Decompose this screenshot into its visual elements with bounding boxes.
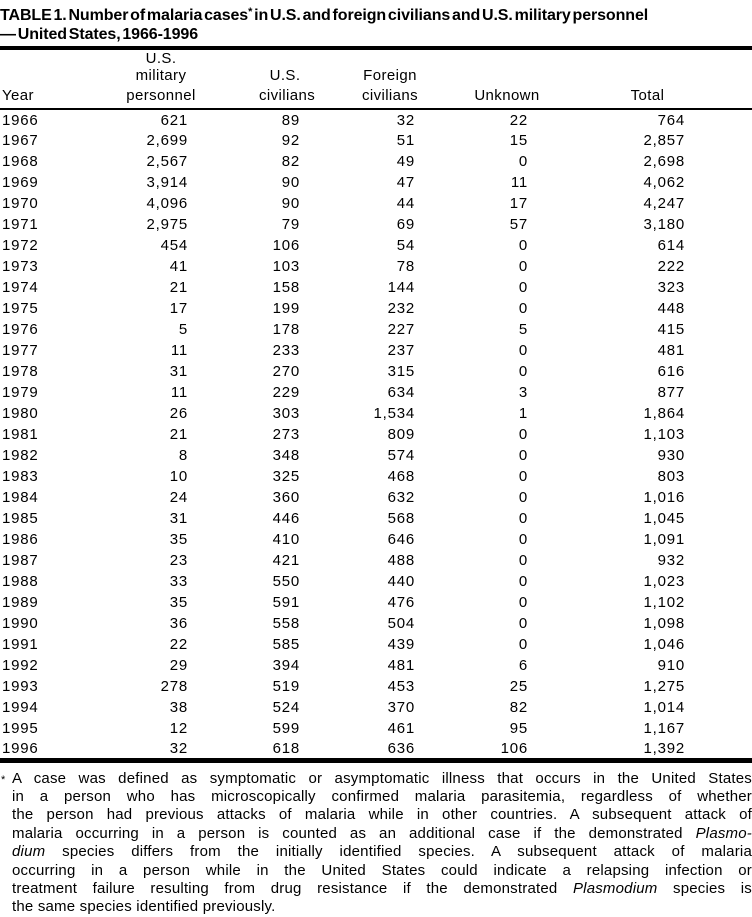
- title-text-pre: TABLE 1. Number of malaria cases: [0, 7, 249, 24]
- cell-foreign-civilians: 440: [387, 573, 415, 590]
- cell-total: 764: [657, 111, 685, 129]
- cell-foreign-civilians: 476: [387, 594, 415, 611]
- cell-foreign-civilians: 632: [387, 489, 415, 506]
- cell-us-military-personnel: 31: [169, 510, 188, 527]
- cell-foreign-civilians: 461: [387, 720, 415, 737]
- cell-year: 1967: [2, 132, 39, 149]
- cell-us-civilians: 550: [272, 573, 300, 590]
- cell-unknown: 0: [518, 237, 528, 254]
- cell-us-civilians: 558: [272, 615, 300, 632]
- footnote-text: the same species identified previously.: [12, 898, 276, 916]
- cell-us-military-personnel: 8: [178, 447, 188, 464]
- cell-year: 1994: [2, 699, 39, 716]
- cell-year: 1978: [2, 363, 39, 380]
- footnote-text: malaria occurring in a person is counted as an additional case if the demonstrated: [12, 824, 696, 842]
- header-total: Total: [630, 87, 665, 104]
- cell-us-civilians: 394: [272, 657, 300, 674]
- table-row: [0, 319, 752, 340]
- cell-unknown: 15: [509, 132, 528, 149]
- cell-year: 1993: [2, 678, 39, 695]
- cell-foreign-civilians: 78: [396, 258, 415, 275]
- cell-total: 1,023: [643, 573, 685, 590]
- cell-year: 1980: [2, 405, 39, 422]
- cell-us-military-personnel: 454: [160, 237, 188, 254]
- table-row: [0, 445, 752, 466]
- cell-year: 1984: [2, 489, 39, 506]
- cell-total: 1,046: [643, 636, 685, 653]
- cell-foreign-civilians: 227: [387, 321, 415, 338]
- cell-year: 1971: [2, 216, 39, 233]
- cell-unknown: 0: [518, 594, 528, 611]
- footnote-text: occurring in a person while in the United States could indicate a relapsing infection or: [12, 861, 752, 879]
- cell-us-military-personnel: 4,096: [146, 195, 188, 212]
- cell-foreign-civilians: 32: [396, 111, 415, 129]
- cell-total: 481: [657, 342, 685, 359]
- cell-year: 1968: [2, 153, 39, 170]
- footnote-text: species differs from the initially identified species. A subsequent attack of malaria: [45, 843, 752, 861]
- cell-total: 4,062: [643, 174, 685, 191]
- cell-us-military-personnel: 11: [170, 342, 188, 359]
- table-row: [0, 340, 752, 361]
- cell-year: 1996: [2, 739, 39, 757]
- cell-us-military-personnel: 3,914: [146, 174, 188, 191]
- cell-total: 1,864: [643, 405, 685, 422]
- cell-us-civilians: 82: [281, 153, 300, 170]
- header-row-2: [0, 84, 752, 109]
- cell-foreign-civilians: 504: [387, 615, 415, 632]
- cell-total: 803: [657, 468, 685, 485]
- cell-us-military-personnel: 35: [169, 531, 188, 548]
- cell-us-military-personnel: 35: [169, 594, 188, 611]
- header-us-civilians-line1: U.S.: [269, 67, 301, 84]
- cell-us-civilians: 410: [272, 531, 300, 548]
- header-foreign-civilians-line1: Foreign: [363, 67, 417, 84]
- cell-unknown: 6: [518, 657, 528, 674]
- cell-unknown: 0: [518, 615, 528, 632]
- cell-total: 930: [657, 447, 685, 464]
- cell-us-civilians: 446: [272, 510, 300, 527]
- cell-unknown: 22: [509, 111, 528, 129]
- cell-total: 1,103: [643, 426, 685, 443]
- cell-foreign-civilians: 69: [396, 216, 415, 233]
- cell-foreign-civilians: 439: [387, 636, 415, 653]
- cell-unknown: 0: [518, 531, 528, 548]
- cell-foreign-civilians: 51: [396, 132, 415, 149]
- cell-us-military-personnel: 2,567: [146, 153, 188, 170]
- cell-unknown: 95: [509, 720, 528, 737]
- table-row: [0, 655, 752, 676]
- cell-total: 1,275: [643, 678, 685, 695]
- table-row: [0, 487, 752, 508]
- cell-foreign-civilians: 574: [387, 447, 415, 464]
- cell-total: 1,016: [643, 489, 685, 506]
- table-row: [0, 466, 752, 487]
- cell-total: 1,091: [643, 531, 685, 548]
- cell-us-military-personnel: 621: [160, 111, 188, 129]
- cell-us-civilians: 599: [272, 720, 300, 737]
- cell-foreign-civilians: 1,534: [373, 405, 415, 422]
- species-name-italic: dium: [12, 843, 46, 861]
- table-row: [0, 592, 752, 613]
- cell-unknown: 0: [518, 279, 528, 296]
- table-row: [0, 277, 752, 298]
- title-line-2: — United States, 1966-1996: [0, 26, 198, 43]
- cell-us-civilians: 229: [272, 384, 300, 401]
- cell-foreign-civilians: 481: [387, 657, 415, 674]
- cell-foreign-civilians: 49: [396, 153, 415, 170]
- cell-us-military-personnel: 26: [169, 405, 188, 422]
- cell-unknown: 25: [509, 678, 528, 695]
- cell-us-civilians: 178: [272, 321, 300, 338]
- cell-us-civilians: 618: [272, 739, 300, 757]
- cell-total: 1,098: [643, 615, 685, 632]
- footnote-text: the person had previous attacks of malaria while in other countries. A subsequent attack of: [12, 806, 752, 824]
- table-row: [0, 676, 752, 697]
- cell-foreign-civilians: 568: [387, 510, 415, 527]
- cell-year: 1976: [2, 321, 39, 338]
- species-name-italic: Plasmo-: [695, 824, 752, 842]
- table-row: [0, 256, 752, 277]
- cell-us-military-personnel: 31: [169, 363, 188, 380]
- cell-year: 1986: [2, 531, 39, 548]
- cell-year: 1987: [2, 552, 39, 569]
- footnote-text: species is: [657, 879, 752, 897]
- cell-total: 1,014: [643, 699, 685, 716]
- cell-us-civilians: 421: [272, 552, 300, 569]
- cell-us-civilians: 360: [272, 489, 300, 506]
- cell-unknown: 3: [518, 384, 528, 401]
- table-row: [0, 193, 752, 214]
- footnote-text: treatment failure resulting from drug resistance if the demonstrated: [12, 879, 573, 897]
- cell-unknown: 0: [518, 300, 528, 317]
- cell-us-civilians: 348: [272, 447, 300, 464]
- cell-unknown: 0: [518, 489, 528, 506]
- cell-us-military-personnel: 21: [169, 426, 188, 443]
- table-row: [0, 214, 752, 235]
- footnote-line: [12, 806, 752, 824]
- header-year: Year: [2, 87, 34, 104]
- table-row: [0, 172, 752, 193]
- cell-foreign-civilians: 232: [387, 300, 415, 317]
- cell-foreign-civilians: 44: [396, 195, 415, 212]
- cell-year: 1981: [2, 426, 39, 443]
- cell-us-civilians: 79: [281, 216, 300, 233]
- cell-total: 415: [657, 321, 685, 338]
- footnote: [0, 770, 752, 917]
- cell-foreign-civilians: 144: [387, 279, 415, 296]
- cell-foreign-civilians: 47: [396, 174, 415, 191]
- cell-unknown: 0: [518, 468, 528, 485]
- table-header: [0, 50, 752, 109]
- cell-unknown: 0: [518, 636, 528, 653]
- cell-year: 1991: [2, 636, 39, 653]
- cell-year: 1972: [2, 237, 39, 254]
- cell-unknown: 5: [518, 321, 528, 338]
- cell-unknown: 0: [518, 153, 528, 170]
- malaria-cases-table: [0, 50, 752, 763]
- cell-year: 1995: [2, 720, 39, 737]
- cell-foreign-civilians: 54: [396, 237, 415, 254]
- cell-total: 2,857: [643, 132, 685, 149]
- cell-us-civilians: 158: [272, 279, 300, 296]
- cell-unknown: 0: [518, 573, 528, 590]
- header-military-line2: personnel: [126, 87, 196, 104]
- footnote-line: [12, 862, 752, 880]
- cell-us-military-personnel: 10: [169, 468, 188, 485]
- cell-year: 1969: [2, 174, 39, 191]
- cell-unknown: 106: [500, 739, 528, 757]
- cell-unknown: 0: [518, 447, 528, 464]
- cell-year: 1982: [2, 447, 39, 464]
- table-row: [0, 634, 752, 655]
- footnote-text: in a person who has microscopically confirmed malaria parasitemia, regardless of whether: [12, 787, 752, 805]
- table-row: [0, 361, 752, 382]
- cell-us-military-personnel: 21: [169, 279, 188, 296]
- table-row: [0, 697, 752, 718]
- cell-us-military-personnel: 17: [169, 300, 188, 317]
- cell-us-civilians: 524: [272, 699, 300, 716]
- footnote-line: [12, 770, 752, 788]
- table-row: [0, 130, 752, 151]
- cell-unknown: 57: [509, 216, 528, 233]
- table-row: [0, 424, 752, 445]
- cell-total: 222: [657, 258, 685, 275]
- footnote-line: [12, 880, 752, 898]
- cell-us-civilians: 103: [272, 258, 300, 275]
- table-row: [0, 235, 752, 256]
- cell-us-civilians: 270: [272, 363, 300, 380]
- title-text-post: in U.S. and foreign civilians and U.S. military personnel: [252, 7, 649, 24]
- header-military-line1: U.S. military: [135, 50, 187, 84]
- cell-us-civilians: 92: [281, 132, 300, 149]
- cell-us-military-personnel: 12: [169, 720, 188, 737]
- cell-year: 1970: [2, 195, 39, 212]
- cell-year: 1973: [2, 258, 39, 275]
- table-row: [0, 508, 752, 529]
- title-line-1: [0, 3, 752, 25]
- table-row: [0, 382, 752, 403]
- header-row-1: [0, 50, 752, 84]
- table-row: [0, 613, 752, 634]
- header-unknown: Unknown: [474, 87, 540, 104]
- cell-total: 614: [657, 237, 685, 254]
- cell-unknown: 82: [509, 699, 528, 716]
- table-row: [0, 529, 752, 550]
- table-row: [0, 739, 752, 760]
- footnote-line: [12, 825, 752, 843]
- header-unknown-spacer: [425, 50, 543, 84]
- cell-year: 1990: [2, 615, 39, 632]
- cell-total: 448: [657, 300, 685, 317]
- cell-unknown: 0: [518, 426, 528, 443]
- species-name-italic: Plasmodium: [572, 879, 658, 897]
- footnote-line: [12, 843, 752, 861]
- table-row: [0, 718, 752, 739]
- cell-year: 1983: [2, 468, 39, 485]
- cell-year: 1992: [2, 657, 39, 674]
- cell-total: 3,180: [643, 216, 685, 233]
- cell-foreign-civilians: 453: [387, 678, 415, 695]
- cell-total: 1,045: [643, 510, 685, 527]
- cell-us-military-personnel: 2,699: [146, 132, 188, 149]
- cell-foreign-civilians: 468: [387, 468, 415, 485]
- cell-unknown: 0: [518, 510, 528, 527]
- cell-total: 877: [657, 384, 685, 401]
- cell-total: 1,392: [643, 739, 685, 757]
- cell-us-civilians: 591: [272, 594, 300, 611]
- cell-us-civilians: 199: [272, 300, 300, 317]
- cell-us-military-personnel: 36: [169, 615, 188, 632]
- cell-us-military-personnel: 41: [169, 258, 188, 275]
- cell-foreign-civilians: 634: [387, 384, 415, 401]
- cell-foreign-civilians: 809: [387, 426, 415, 443]
- cell-year: 1979: [2, 384, 39, 401]
- cell-foreign-civilians: 646: [387, 531, 415, 548]
- cell-us-civilians: 303: [272, 405, 300, 422]
- cell-unknown: 0: [518, 363, 528, 380]
- footnote-line: [12, 788, 752, 806]
- table-row: [0, 403, 752, 424]
- cell-total: 1,102: [643, 594, 685, 611]
- table-body: [0, 109, 752, 760]
- cell-unknown: 1: [518, 405, 528, 422]
- cell-year: 1974: [2, 279, 39, 296]
- cell-year: 1975: [2, 300, 39, 317]
- cell-year: 1966: [2, 111, 39, 129]
- cell-total: 323: [657, 279, 685, 296]
- cell-unknown: 0: [518, 342, 528, 359]
- cell-unknown: 0: [518, 552, 528, 569]
- table-row: [0, 298, 752, 319]
- cell-us-civilians: 325: [272, 468, 300, 485]
- header-total-spacer: [543, 50, 752, 84]
- cell-unknown: 11: [510, 174, 528, 191]
- cell-foreign-civilians: 488: [387, 552, 415, 569]
- table-row: [0, 550, 752, 571]
- cell-us-military-personnel: 22: [169, 636, 188, 653]
- cell-year: 1989: [2, 594, 39, 611]
- cell-unknown: 0: [518, 258, 528, 275]
- cell-us-civilians: 519: [272, 678, 300, 695]
- cell-foreign-civilians: 315: [387, 363, 415, 380]
- cell-us-civilians: 90: [281, 195, 300, 212]
- cell-us-civilians: 89: [281, 111, 300, 129]
- table-row: [0, 109, 752, 130]
- header-foreign-civilians-line2: civilians: [361, 87, 419, 104]
- cell-us-civilians: 233: [272, 342, 300, 359]
- cell-us-military-personnel: 2,975: [146, 216, 188, 233]
- cell-us-military-personnel: 5: [178, 321, 188, 338]
- cell-total: 910: [657, 657, 685, 674]
- cell-us-military-personnel: 32: [169, 739, 188, 757]
- cell-us-military-personnel: 38: [169, 699, 188, 716]
- cell-us-military-personnel: 24: [169, 489, 188, 506]
- cell-total: 616: [657, 363, 685, 380]
- cell-us-civilians: 585: [272, 636, 300, 653]
- cell-us-military-personnel: 29: [169, 657, 188, 674]
- table-row: [0, 571, 752, 592]
- cell-us-civilians: 273: [272, 426, 300, 443]
- table-title: [0, 0, 752, 44]
- cell-us-civilians: 90: [281, 174, 300, 191]
- cell-year: 1985: [2, 510, 39, 527]
- footnote-marker: *: [1, 773, 6, 786]
- cell-year: 1988: [2, 573, 39, 590]
- cell-total: 4,247: [643, 195, 685, 212]
- cell-foreign-civilians: 237: [387, 342, 415, 359]
- table-row: [0, 151, 752, 172]
- cell-us-civilians: 106: [272, 237, 300, 254]
- cell-us-military-personnel: 11: [170, 384, 188, 401]
- cell-us-military-personnel: 23: [169, 552, 188, 569]
- cell-total: 932: [657, 552, 685, 569]
- cell-foreign-civilians: 370: [387, 699, 415, 716]
- cell-total: 2,698: [643, 153, 685, 170]
- footnote-marker-ref: *: [248, 6, 253, 18]
- header-us-civilians-line2: civilians: [259, 87, 316, 104]
- cell-us-military-personnel: 278: [160, 678, 188, 695]
- cell-year: 1977: [2, 342, 39, 359]
- cell-unknown: 17: [509, 195, 528, 212]
- cell-total: 1,167: [643, 720, 685, 737]
- footnote-text: A case was defined as symptomatic or asymptomatic illness that occurs in the United States: [12, 769, 752, 787]
- footnote-lines: [12, 770, 752, 917]
- header-year-spacer: [0, 50, 90, 84]
- cell-foreign-civilians: 636: [387, 739, 415, 757]
- cell-us-military-personnel: 33: [169, 573, 188, 590]
